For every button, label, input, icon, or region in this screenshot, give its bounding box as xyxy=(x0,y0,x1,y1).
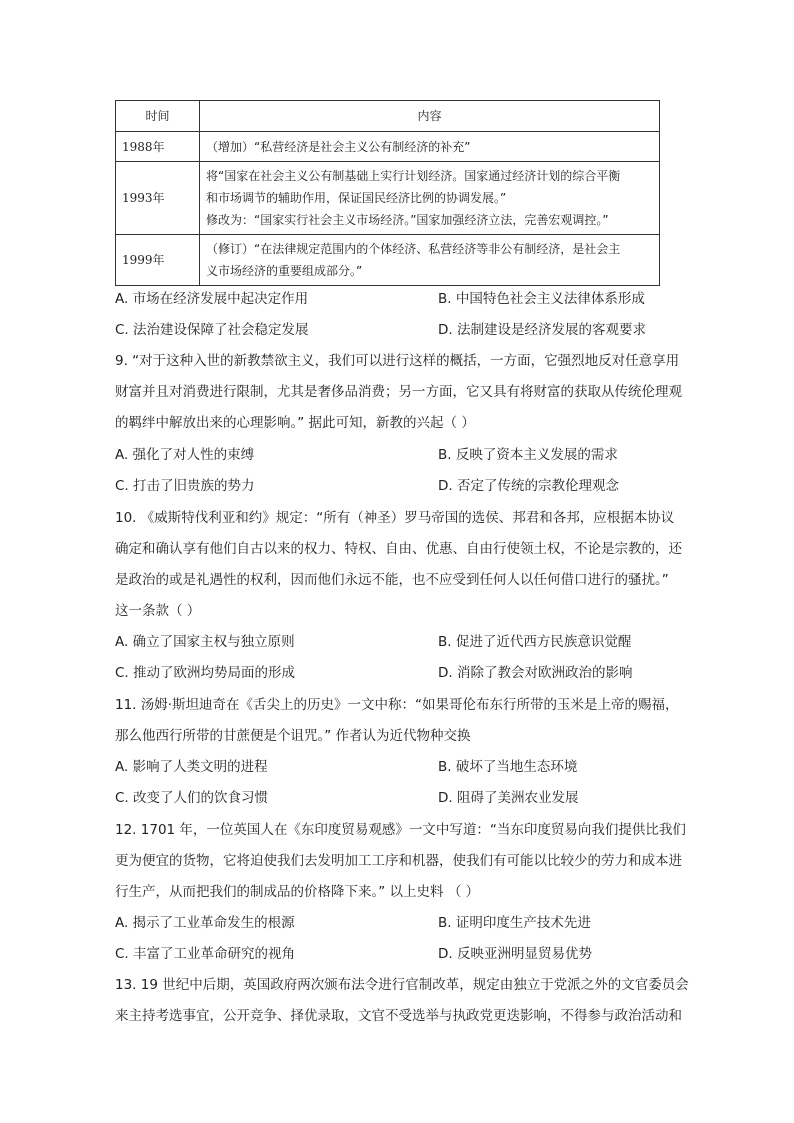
content-line: 修改为：“国家实行社会主义市场经济。”国家加强经济立法，完善宏观调控。” xyxy=(206,213,609,227)
stem-line: 来主持考选事宜，公开竞争、择优录取，文官不受选举与执政党更迭影响，不得参与政治活动和 xyxy=(115,1008,682,1024)
question-11-stem xyxy=(115,690,710,752)
q12-option-d: D. 反映亚洲明显贸易优势 xyxy=(438,946,592,962)
constitution-amendment-table xyxy=(115,100,660,286)
table-row xyxy=(116,162,660,235)
q9-option-b: B. 反映了资本主义发展的需求 xyxy=(438,447,618,463)
stem-line: 的羁绊中解放出来的心理影响。” 据此可知，新教的兴起（ ） xyxy=(115,415,475,431)
header-content: 内容 xyxy=(200,101,660,132)
stem-line: 12. 1701 年，一位英国人在《东印度贸易观感》一文中写道：“当东印度贸易向我们提供比我们 xyxy=(115,822,686,838)
q10-option-b: B. 促进了近代西方民族意识觉醒 xyxy=(438,634,632,650)
q12-option-c: C. 丰富了工业革命研究的视角 xyxy=(115,946,296,962)
stem-line: 这一条款（ ） xyxy=(115,603,201,619)
content-line: （修订）“在法律规定范围内的个体经济、私营经济等非公有制经济，是社会主 xyxy=(206,242,621,256)
header-time: 时间 xyxy=(116,101,200,132)
q9-option-d: D. 否定了传统的宗教伦理观念 xyxy=(438,478,619,494)
row-content xyxy=(200,235,660,286)
table-row xyxy=(116,132,660,162)
q11-option-d: D. 阻碍了美洲农业发展 xyxy=(438,790,579,806)
q10-option-c: C. 推动了欧洲均势局面的形成 xyxy=(115,665,296,681)
stem-line: 行生产，从而把我们的制成品的价格降下来。” 以上史料 （ ） xyxy=(115,884,480,900)
q10-option-a: A. 确立了国家主权与独立原则 xyxy=(115,634,295,650)
stem-line: 10. 《威斯特伐利亚和约》规定：“所有（神圣）罗马帝国的选侯、邦君和各邦，应根据本协议 xyxy=(115,510,675,526)
q11-option-a: A. 影响了人类文明的进程 xyxy=(115,759,268,775)
q9-option-a: A. 强化了对人性的束缚 xyxy=(115,447,255,463)
row-year: 1999年 xyxy=(116,235,200,286)
content-line: 将“国家在社会主义公有制基础上实行计划经济。国家通过经济计划的综合平衡 xyxy=(206,169,621,183)
stem-line: 11. 汤姆·斯坦迪奇在《舌尖上的历史》一文中称：“如果哥伦布东行所带的玉米是上帝的赐福， xyxy=(115,697,679,713)
question-9-stem xyxy=(115,346,710,439)
question-13-stem xyxy=(115,970,710,1032)
q12-option-b: B. 证明印度生产技术先进 xyxy=(438,915,591,931)
row-content xyxy=(200,132,660,162)
content-line: 义市场经济的重要组成部分。” xyxy=(206,264,363,278)
table-header-row xyxy=(116,101,660,132)
row-year: 1993年 xyxy=(116,162,200,235)
q10-option-d: D. 消除了教会对欧洲政治的影响 xyxy=(438,665,633,681)
row-content xyxy=(200,162,660,235)
stem-line: 财富并且对消费进行限制，尤其是奢侈品消费；另一方面，它又具有将财富的获取从传统伦理观 xyxy=(115,384,682,400)
q8-option-b: B. 中国特色社会主义法律体系形成 xyxy=(438,291,645,307)
q8-option-a: A. 市场在经济发展中起决定作用 xyxy=(115,291,309,307)
q11-option-b: B. 破坏了当地生态环境 xyxy=(438,759,578,775)
content-line: 和市场调节的辅助作用，保证国民经济比例的协调发展。” xyxy=(206,191,507,205)
stem-line: 确定和确认享有他们自古以来的权力、特权、自由、优惠、自由行使领土权，不论是宗教的，还 xyxy=(115,541,682,557)
q8-option-d: D. 法制建设是经济发展的客观要求 xyxy=(438,322,646,338)
q12-option-a: A. 揭示了工业革命发生的根源 xyxy=(115,915,295,931)
question-10-stem xyxy=(115,503,710,627)
stem-line: 是政治的或是礼遇性的权利，因而他们永远不能，也不应受到任何人以任何借口进行的骚扰。” xyxy=(115,572,669,588)
stem-line: 13. 19 世纪中后期，英国政府两次颁布法令进行官制改革，规定由独立于党派之外的文官委员会 xyxy=(115,977,689,993)
stem-line: 那么他西行所带的甘蔗便是个诅咒。” 作者认为近代物种交换 xyxy=(115,728,471,744)
q8-option-c: C. 法治建设保障了社会稳定发展 xyxy=(115,322,309,338)
stem-line: 9. “对于这种入世的新教禁欲主义，我们可以进行这样的概括，一方面，它强烈地反对任意享用 xyxy=(115,353,680,369)
q9-option-c: C. 打击了旧贵族的势力 xyxy=(115,478,255,494)
question-12-stem xyxy=(115,815,710,908)
content-line: （增加）“私营经济是社会主义公有制经济的补充” xyxy=(206,139,471,154)
q11-option-c: C. 改变了人们的饮食习惯 xyxy=(115,790,269,806)
row-year: 1988年 xyxy=(116,132,200,162)
stem-line: 更为便宜的货物，它将迫使我们去发明加工工序和机器，使我们有可能以比较少的劳力和成本进 xyxy=(115,853,682,869)
table-row xyxy=(116,235,660,286)
